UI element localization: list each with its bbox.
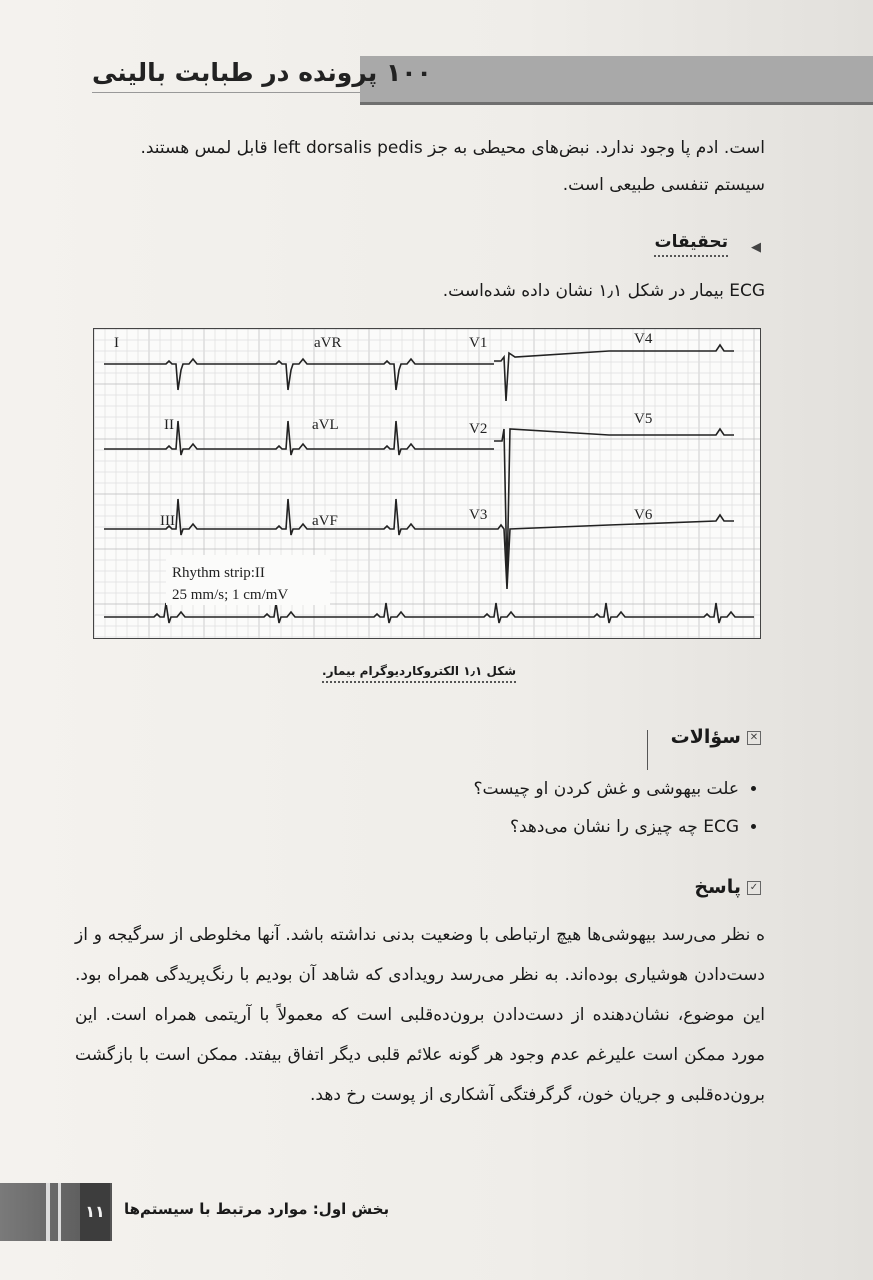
header-rule (92, 92, 360, 93)
investigations-text: ECG بیمار در شکل ۱٫۱ نشان داده شده‌است. (442, 281, 765, 301)
footer-section: بخش اول: موارد مرتبط با سیستم‌ها (124, 1200, 390, 1218)
ecg-rhythm-strip (104, 603, 754, 623)
ecg-lead-label: V2 (469, 421, 488, 437)
questions-list (139, 770, 761, 846)
intro-paragraph: است. ادم پا وجود ندارد. نبض‌های محیطی به جز left dorsalis pedis قابل لمس هستند. سیستم تنفسی طبیعی است. (140, 138, 765, 195)
ecg-lead-label: V6 (634, 507, 653, 523)
footer-stripe (46, 1183, 50, 1241)
ecg-trace-limb (104, 359, 494, 390)
ecg-lead-label: aVR (314, 335, 342, 351)
ecg-lead-label: V3 (469, 507, 488, 523)
answer-paragraph: ه نظر می‌رسد بیهوشی‌ها هیچ ارتباطی با وضعیت بدنی نداشته باشد. آنها مخلوطی از سرگیجه و از دست‌دادن هوشیاری بوده‌اند. به نظر می‌رسد رویدادی که شاهد آن بودیم با رنگ‌پریدگی همراه بود. این موضوع، نشان‌دهنده از دست‌دادن برون‌ده‌قلبی است که معمولاً با آریتمی همراه است. این مورد ممکن است علیرغم عدم وجود هر گونه علائم قلبی دیگر اتفاق بیفتد. ممکن است با بازگشت برون‌ده‌قلبی و جریان خون، گرگرفتگی آشکاری از پوست رخ دهد. (75, 925, 765, 1105)
investigations-title: تحقیقات (654, 232, 728, 252)
rhythm-strip-label: Rhythm strip:II (172, 565, 265, 581)
book-title: ۱۰۰ پرونده در طبابت بالینی (92, 58, 432, 87)
answer-title: پاسخ (694, 876, 741, 898)
ecg-lead-label: aVF (312, 513, 338, 529)
ecg-lead-label: III (160, 513, 175, 529)
ecg-lead-label: II (164, 417, 174, 433)
checkbox-x-icon: ✕ (747, 731, 761, 745)
list-item: • ECG چه چیزی را نشان می‌دهد؟ (139, 808, 739, 846)
list-item: • علت بیهوشی و غش کردن او چیست؟ (139, 770, 739, 808)
ecg-lead-label: V5 (634, 411, 653, 427)
ecg-figure (93, 328, 761, 639)
footer-stripe (58, 1183, 61, 1241)
ecg-trace-v3-v6 (494, 515, 734, 589)
ecg-lead-label: I (114, 335, 119, 351)
checkbox-check-icon: ✓ (747, 881, 761, 895)
ecg-caption: شکل ۱٫۱ الکتروکاردیوگرام بیمار. (322, 664, 516, 678)
section-arrow-icon: ◀ (751, 240, 761, 255)
page-number: ۱۱ (80, 1183, 110, 1241)
questions-title: سؤالات (670, 726, 741, 748)
questions-divider (647, 730, 648, 770)
ecg-lead-label: aVL (312, 417, 339, 433)
ecg-lead-label: V4 (634, 331, 653, 347)
rhythm-speed-label: 25 mm/s; 1 cm/mV (172, 587, 289, 603)
ecg-trace-v2-v5 (494, 429, 734, 579)
ecg-svg (94, 329, 760, 638)
ecg-lead-label: V1 (469, 335, 488, 351)
header-bar (360, 56, 873, 105)
